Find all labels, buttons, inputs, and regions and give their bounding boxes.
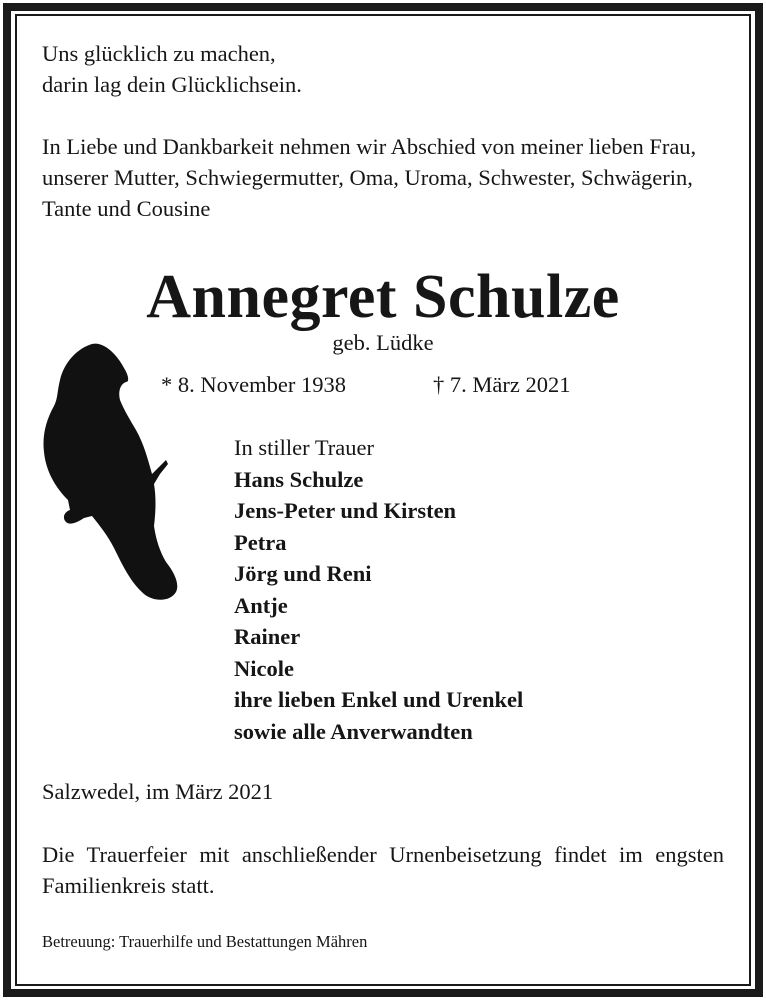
mourner-name: Jens-Peter und Kirsten <box>234 498 457 523</box>
mourner-name: Nicole <box>234 655 294 681</box>
maiden-name: geb. Lüdke <box>332 330 434 355</box>
undertaker-credit: Betreuung: Trauerhilfe und Bestattungen Mähren <box>42 932 368 951</box>
mourners-list <box>234 432 523 747</box>
motto <box>42 38 702 100</box>
death-date: † 7. März 2021 <box>433 372 571 397</box>
mourner-name: Hans Schulze <box>234 466 364 492</box>
intro-text: In Liebe und Dankbarkeit nehmen wir Abschied von meiner lieben Frau, unserer Mutter, Schwiegermutter, Oma, Uroma, Schwester, Schwägerin, Tante und Cousine <box>42 134 697 221</box>
funeral-service-note: Die Trauerfeier mit anschließender Urnenbeisetzung findet im engsten Familienkreis statt. <box>42 842 724 898</box>
place-and-date: Salzwedel, im März 2021 <box>42 779 274 804</box>
motto-line: Uns glücklich zu machen, <box>42 41 276 66</box>
deceased-name: Annegret Schulze <box>146 263 620 331</box>
bird-silhouette-icon <box>40 340 185 602</box>
mourner-name: sowie alle Anverwandten <box>234 718 473 744</box>
mourners-lead: In stiller Trauer <box>234 435 374 460</box>
mourner-name: ihre lieben Enkel und Urenkel <box>234 687 524 712</box>
mourner-name: Rainer <box>234 624 301 649</box>
mourner-name: Jörg und Reni <box>234 561 372 586</box>
mourner-name: Petra <box>234 529 287 555</box>
birth-date: * 8. November 1938 <box>161 372 346 397</box>
motto-line: darin lag dein Glücklichsein. <box>42 72 302 97</box>
mourner-name: Antje <box>234 592 288 618</box>
